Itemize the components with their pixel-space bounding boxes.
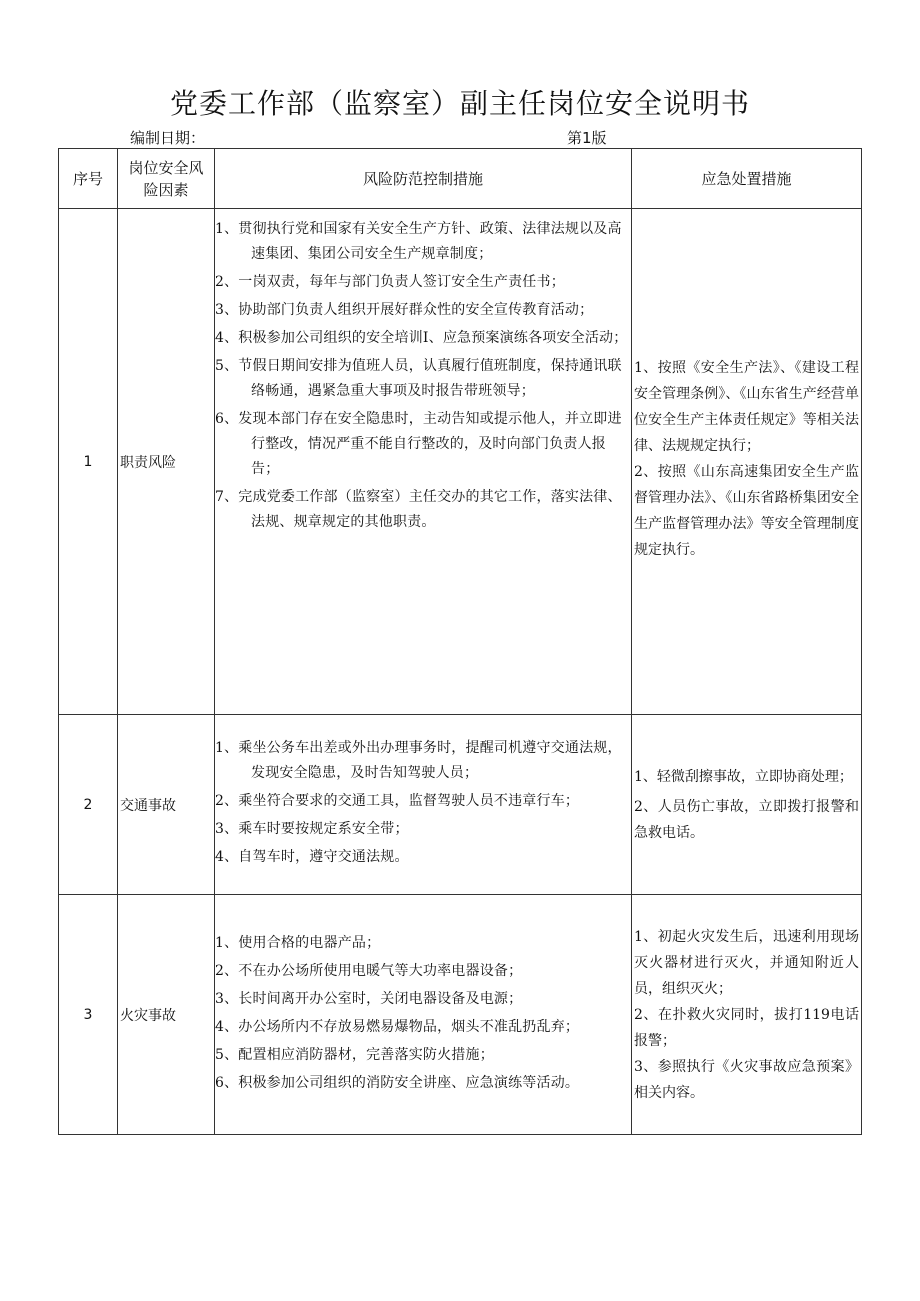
emergency-item: 1、轻微刮擦事故，立即协商处理； [634, 768, 853, 785]
emergency-item: 3、参照执行《火灾事故应急预案》相关内容。 [634, 1058, 859, 1101]
measure-item: 4、办公场所内不存放易燃易爆物品，烟头不准乱扔乱弃； [215, 1018, 580, 1035]
measure-item: 3、乘车时要按规定系安全带； [215, 821, 409, 837]
header-emergency-measures: 应急处置措施 [632, 149, 862, 209]
table-row [59, 895, 862, 1135]
measure-item: 2、一岗双责，每年与部门负责人签订安全生产责任书； [215, 274, 565, 290]
measure-item: 2、乘坐符合要求的交通工具，监督驾驶人员不违章行车； [215, 793, 580, 809]
emergency-item: 2、人员伤亡事故，立即拨打报警和急救电话。 [634, 798, 859, 841]
safety-table [58, 148, 862, 1135]
emergency-measures [632, 209, 862, 715]
measure-item: 6、发现本部门存在安全隐患时，主动告知或提示他人，并立即进行整改，情况严重不能自行整改的，及时向部门负责人报告； [215, 411, 622, 477]
header-control-measures: 风险防范控制措施 [215, 149, 632, 209]
measure-item: 4、积极参加公司组织的安全培训Ⅰ、应急预案演练各项安全活动； [215, 330, 628, 346]
emergency-item: 2、在扑救火灾同时，拔打119电话报警； [634, 1006, 859, 1049]
risk-factor: 火灾事故 [118, 895, 215, 1135]
measure-item: 5、节假日期间安排为值班人员，认真履行值班制度，保持通讯联络畅通，遇紧急重大事项及时报告带班领导； [215, 358, 622, 399]
document-title: 党委工作部（监察室）副主任岗位安全说明书 [169, 87, 750, 120]
measure-item: 3、协助部门负责人组织开展好群众性的安全宣传教育活动； [215, 302, 594, 318]
emergency-item: 1、按照《安全生产法》、《建设工程安全管理条例》、《山东省生产经营单位安全生产主体责任规定》等相关法律、法规规定执行； [634, 360, 859, 454]
row-number: 3 [59, 895, 118, 1135]
control-measures [215, 209, 632, 715]
measure-item: 4、自驾车时，遵守交通法规。 [215, 849, 409, 865]
measure-item: 7、完成党委工作部（监察室）主任交办的其它工作，落实法律、法规、规章规定的其他职责。 [215, 489, 622, 530]
measure-item: 5、配置相应消防器材，完善落实防火措施； [215, 1046, 494, 1063]
table-row [59, 209, 862, 715]
measure-item: 1、贯彻执行党和国家有关安全生产方针、政策、法律法规以及高速集团、集团公司安全生产规章制度； [215, 221, 622, 262]
table-row [59, 715, 862, 895]
table-header-row [59, 149, 862, 209]
edition-label: 第1版 [567, 129, 607, 147]
header-no: 序号 [59, 149, 118, 209]
measure-item: 6、积极参加公司组织的消防安全讲座、应急演练等活动。 [215, 1074, 580, 1091]
measure-item: 3、长时间离开办公室时，关闭电器设备及电源； [215, 990, 523, 1007]
emergency-item: 2、按照《山东高速集团安全生产监督管理办法》、《山东省路桥集团安全生产监督管理办法》等安全管理制度规定执行。 [634, 464, 859, 558]
emergency-item: 1、初起火灾发生后，迅速利用现场灭火器材进行灭火，并通知附近人员，组织灭火； [634, 928, 859, 997]
risk-factor: 职责风险 [118, 209, 215, 715]
measure-item: 2、不在办公场所使用电暖气等大功率电器设备； [215, 962, 523, 979]
measure-item: 1、使用合格的电器产品； [215, 934, 381, 951]
risk-factor: 交通事故 [118, 715, 215, 895]
control-measures [215, 895, 632, 1135]
header-risk-factor: 岗位安全风险因素 [118, 149, 215, 209]
emergency-measures [632, 715, 862, 895]
control-measures [215, 715, 632, 895]
emergency-measures [632, 895, 862, 1135]
row-number: 1 [59, 209, 118, 715]
row-number: 2 [59, 715, 118, 895]
measure-item: 1、乘坐公务车出差或外出办理事务时，提醒司机遵守交通法规，发现安全隐患，及时告知驾驶人员； [215, 740, 622, 781]
compile-date-label: 编制日期： [130, 129, 206, 147]
